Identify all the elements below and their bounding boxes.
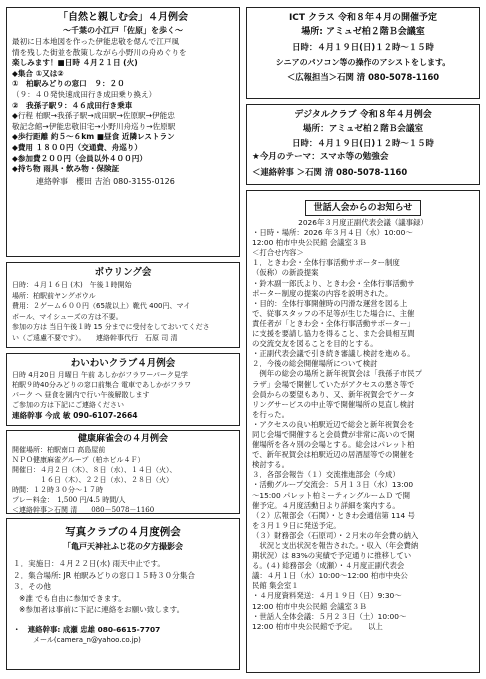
- ict-class-place: 場所: アミュゼ柏２階Ｂ会議室: [301, 27, 425, 37]
- waiwai-line: ご参加の方は下記にご連絡ください: [12, 401, 124, 409]
- nature-intro-line: 情を残した街並を散策しながら小野川の舟めぐりを: [12, 47, 187, 57]
- nature-detail-line: ① 柏駅みどりの窓口 ９：２０: [12, 79, 125, 89]
- sewa-line: る。(４) 総務部会（成瀬）・４月度正副代表会: [252, 561, 405, 571]
- sewa-line: 検討する。: [252, 460, 289, 470]
- sewa-line: の交流交友を図ることを目的とする。: [252, 339, 378, 349]
- waiwai-box: [6, 353, 240, 426]
- sewa-line: 期状況）は 83%の実績で予定通りに推移してい: [252, 551, 412, 561]
- bowling-box: [6, 262, 240, 348]
- mahjong-box: [6, 430, 240, 514]
- photo-email: メール(camera_n@yahoo.co.jp): [33, 635, 141, 644]
- nature-club-box: [6, 7, 240, 257]
- nature-intro-line: 最初に日本地図を作った伊能忠敬を偲んで江戸風: [12, 37, 180, 46]
- waiwai-line: パーク へ 昼食を園内で行い午後解散します: [12, 391, 150, 399]
- photo-item: １．実施日：４月２２日(水) 雨天中止です。: [13, 559, 166, 568]
- ict-class-title: ICT クラス 令和８年４月の開催予定: [288, 13, 438, 23]
- nature-intro-line: 楽しみます！■日時 ４月２１日 (火): [12, 58, 138, 68]
- sewa-line: ・４月度資料発送：４月１９日（日）9:30～: [252, 591, 402, 601]
- sewa-line: 12:00 柏市中央公民館 会議室３Ｂ: [252, 238, 367, 248]
- sewa-line: 2026年３月度正副代表会議（議事録）: [298, 218, 428, 227]
- waiwai-title: わいわいクラブ４月例会: [70, 358, 176, 369]
- sewa-line: 民館 集会室１: [252, 581, 299, 591]
- sewa-line: ・鈴木副一郎氏より、ときわ会・全体行事活動サ: [252, 278, 415, 288]
- digital-club-box: [246, 104, 480, 185]
- mahjong-line: ＮＰＯ健康麻雀グループ（柏ホビル４Ｆ）: [12, 456, 145, 464]
- sewa-line: （３）財務部会（石原司）・２月末の年会費の納入: [252, 530, 419, 540]
- ict-class-time: 日時：４月１９日(日)１２時～１５時: [292, 42, 434, 52]
- nature-detail-line: ◆行程 柏駅→我孫子駅→成田駅→佐原駅→伊能忠: [12, 111, 175, 121]
- sewa-notice-box: [246, 190, 480, 673]
- sewa-line: 例年の総会の場所と新年祝賀会は「我孫子市民プ: [252, 369, 422, 379]
- digital-club-contact: ＜連絡幹事 ＞石関 清 080-5078-1160: [252, 167, 408, 177]
- digital-club-title: デジタルクラブ 令和８年４月例会: [294, 110, 432, 120]
- photo-contact: ・ 連絡幹事: 成瀬 忠雄 080-6615-7707: [13, 624, 161, 634]
- nature-detail-line: ◆費用 １８００円（交通費、舟巡り）: [12, 142, 142, 152]
- bowling-line: い（ご遠慮不要です）。 連絡幹事代行 石原 司 清: [12, 333, 178, 342]
- sewa-line: 同じ会場で開催すると会員費が非常に高いので開: [252, 429, 415, 439]
- sewa-line: （２）広報部会（石関）・ときわ会通信第 114 号: [252, 510, 415, 520]
- photo-item: ２．集合場所: JR 柏駅みどりの窓口１５時３０分集合: [13, 570, 195, 580]
- sewa-line: ・世話人全体会議：５月２３日（土）10:00～: [252, 611, 407, 621]
- mahjong-line: 時間：１２時３０分～１７時: [12, 486, 103, 494]
- mahjong-line: プレー料金： 1,500 円/4.5 時間/人: [12, 496, 126, 504]
- photo-item: ※誰 でも自由に参加できます。: [19, 593, 126, 603]
- mahjong-title: 健康麻雀会の４月例会: [77, 434, 168, 444]
- mahjong-line: 開催日：４月２日（木）、８日（水）、１４日（火）、: [12, 466, 177, 474]
- bowling-line: ボール、マイシューズの方は不要。: [12, 312, 123, 321]
- waiwai-line: 日時 4月20日 月曜日 午前 あしかがフラワーパーク見学: [12, 371, 188, 379]
- sewa-line: ・アクセスの良い柏駅近辺で総会と新年祝賀会を: [252, 419, 415, 429]
- sewa-line: ポーター制度の提案の内容を説明された。: [252, 288, 393, 298]
- ict-class-contact: ＜広報担当＞石関 清 080-5078-1160: [286, 72, 440, 82]
- nature-detail-line: ◆参加費２００円（会員以外４００円）: [12, 153, 147, 163]
- waiwai-line: 柏駅９時40分みどりの窓口前集合 電車であしかがフラワ: [12, 381, 192, 389]
- nature-detail-line: ◆持ち物 雨具・飲み物・保険証: [12, 164, 120, 174]
- sewa-line: ラザ」会場で開催していたがアクセスの悪さ等で: [252, 379, 415, 389]
- sewa-line: で、新年祝賀会は柏駅近辺の居酒屋等での開催を: [252, 450, 415, 460]
- sewa-line: 責任者が「ときわ会・全体行事活動サポーター」: [252, 318, 415, 328]
- mahjong-line: ＜連絡幹事＞石関 清 080－5078－1160: [12, 506, 155, 514]
- mahjong-line: 開催場所：柏駅南口 高島屋前: [12, 446, 106, 454]
- sewa-line: 催予定。４月度活動日より詳細を案内する。: [252, 500, 400, 510]
- photo-club-title: 写真クラブの４月度例会: [65, 526, 181, 538]
- ict-class-box: [246, 7, 480, 99]
- sewa-line: １．ときわ会・全体行事活動サポーター制度: [252, 258, 400, 268]
- sewa-line: で、従事スタッフの不足等が生じた場合に、主催: [252, 308, 415, 318]
- digital-club-place: 場所：アミュゼ柏２階Ｂ会議室: [302, 124, 424, 134]
- nature-detail-line: 敬記念館→伊能忠敬旧宅→小野川舟巡り→佐原駅: [12, 121, 176, 131]
- bowling-line: 場所：柏駅前ヤングボウル: [12, 291, 96, 300]
- sewa-line: リングサービスの中止等で開催場所の見直し検討: [252, 399, 415, 409]
- nature-contact: 連絡幹事 櫻田 吉治 080-3155-0126: [36, 176, 175, 186]
- waiwai-contact: 連絡幹事 今成 敏 090-6107-2664: [12, 411, 138, 420]
- sewa-line: 状況と支出状況を報告された。・収入（年会費納: [252, 541, 419, 550]
- sewa-line: 議：４月１日（水）10:00～12:00 柏市中央公: [252, 571, 408, 581]
- sewa-line: を３月１９日に発送予定。: [252, 520, 341, 530]
- sewa-line: 催場所を各々別の会場とする。総会はパレット柏: [252, 440, 415, 450]
- bowling-line: 参加の方は 当日午後１時 15 分までに受付をしておいてくださ: [12, 323, 210, 331]
- nature-club-subtitle: ～千葉の小江戸「佐原」を歩く～: [63, 26, 183, 35]
- sewa-line: （仮称）の新設提案: [252, 268, 319, 278]
- sewa-line: 会員からの要望もあり、又、新年祝賀会でケータ: [252, 389, 415, 399]
- sewa-line: を行った。: [252, 409, 289, 419]
- sewa-notice-body: [252, 218, 474, 632]
- sewa-line: 12:00 柏市中央公民館で予定。 以上: [252, 621, 383, 631]
- sewa-line: 12:00 柏市中央公民館 会議室３Ｂ: [252, 601, 367, 611]
- mahjong-line: １６日（木）、２２日（水）、２８日（火）: [12, 476, 173, 484]
- sewa-line: ３．各部会報告（１）交流推進部会（今成）: [252, 470, 400, 480]
- sewa-line: ・活動グループ交流会：５月１３日（水）13:00: [252, 480, 414, 490]
- digital-club-theme: ★今月のテーマ：スマホ等の勉強会: [252, 152, 389, 162]
- sewa-line: ２．今後の総会開催場所について検討: [252, 359, 378, 369]
- sewa-line: に支援を要請し協力を得ること、また会員相互間: [252, 329, 415, 339]
- nature-club-title: 「自然と親しむ会」４月例会: [58, 12, 188, 23]
- bowling-line: 費用：２ゲーム６００円（65歳以上）靴代 400円、マイ: [12, 302, 191, 310]
- sewa-line: ＜打合せ内容＞: [252, 248, 304, 258]
- nature-detail-line: ◆集合 ①又は②: [12, 68, 64, 78]
- photo-club-box: [6, 518, 240, 670]
- nature-detail-line: ◆歩行距離 約５～６km ■昼食 近隣レストラン: [12, 132, 175, 142]
- digital-club-time: 日時：４月１９日(日)１２時～１５時: [292, 138, 434, 148]
- sewa-notice-title: 世話人会からのお知らせ: [305, 200, 422, 216]
- nature-detail-line: （９：４０発快速成田行き成田乗り換え）: [12, 89, 157, 99]
- photo-item: ※参加者は事前に下記に連絡をお願い致します。: [19, 605, 185, 614]
- bowling-title: ボウリング会: [94, 267, 152, 278]
- photo-club-subtitle: 「亀戸天神社ふじ花の夕方撮影会: [63, 542, 183, 551]
- bowling-line: 日時：４月１６日 (木) 午後１時開始: [12, 281, 132, 289]
- sewa-line: ・日時・場所：2026 年３月４日（水）10:00～: [252, 228, 413, 238]
- photo-item: ３．その他: [13, 582, 51, 591]
- sewa-line: ～15:00 パレット柏ミーティングルームＤ で開: [252, 490, 410, 500]
- sewa-line: ・正副代表会議で引き続き審議し検討を進める。: [252, 349, 415, 359]
- sewa-line: ・目的：全体行事開催時の円滑な運営を図る上: [252, 298, 408, 308]
- ict-class-desc: シニアのパソコン等の操作のアシストをします。: [275, 58, 451, 67]
- nature-detail-line: ② 我孫子駅９：４６成田行き乗車: [12, 100, 133, 110]
